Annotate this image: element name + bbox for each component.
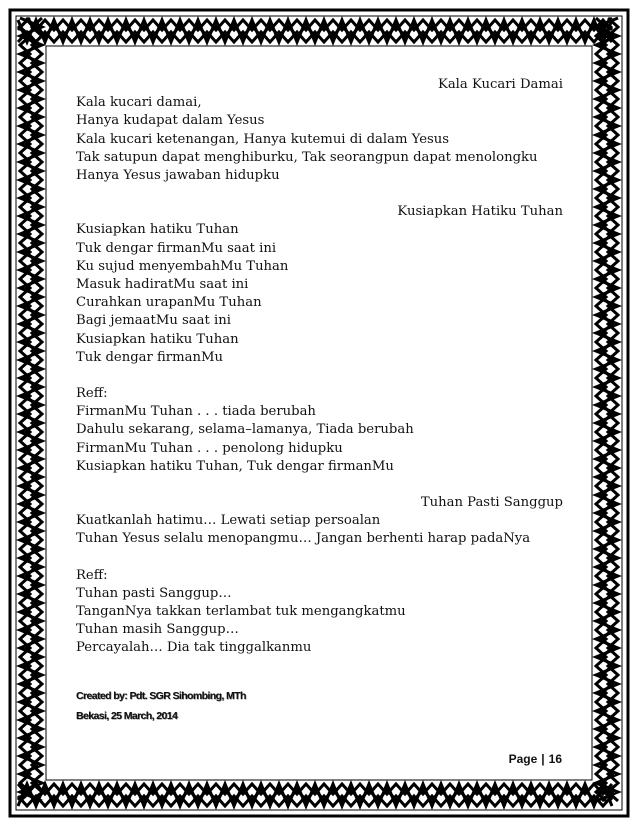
lyric-line: Kusiapkan hatiku Tuhan	[76, 331, 239, 347]
lyric-line: Kala kucari damai,	[76, 95, 202, 111]
page-number: 16	[548, 752, 562, 766]
created-by-text: Created by: Pdt. SGR Sihombing, MTh	[76, 690, 246, 702]
lyric-line: Kusiapkan hatiku Tuhan, Tuk dengar firmanMu	[76, 458, 394, 474]
document-body	[76, 76, 563, 658]
song-title: Kusiapkan Hatiku Tuhan	[397, 204, 563, 220]
page-label: Page	[508, 752, 538, 766]
lyric-line: Ku sujud menyembahMu Tuhan	[76, 258, 289, 274]
lyric-line: Dahulu sekarang, selama–lamanya, Tiada berubah	[76, 422, 414, 438]
reff-label: Reff:	[76, 386, 108, 402]
lyric-line: Kuatkanlah hatimu… Lewati setiap persoalan	[76, 513, 381, 529]
reff-label: Reff:	[76, 567, 108, 583]
lyric-line: TanganNya takkan terlambat tuk mengangkatmu	[76, 604, 406, 620]
song-refrain	[76, 403, 563, 476]
lyric-line: Kusiapkan hatiku Tuhan	[76, 222, 239, 238]
lyric-line: Bagi jemaatMu saat ini	[76, 313, 231, 329]
credits-block	[76, 686, 246, 726]
song-title: Tuhan Pasti Sanggup	[420, 495, 563, 511]
lyric-line: Tuhan Yesus selalu menopangmu… Jangan berhenti harap padaNya	[76, 531, 531, 547]
song-title: Kala Kucari Damai	[437, 77, 563, 92]
place-date-text: Bekasi, 25 March, 2014	[76, 710, 178, 722]
lyric-line: Tuk dengar firmanMu saat ini	[76, 240, 277, 256]
song-lyrics	[76, 512, 563, 548]
lyric-line: Tuk dengar firmanMu	[76, 349, 223, 365]
lyric-line: FirmanMu Tuhan . . . tiada berubah	[76, 404, 316, 420]
song-lyrics	[76, 221, 563, 367]
lyric-line: Tuhan pasti Sanggup…	[76, 585, 232, 601]
lyric-line: Hanya Yesus jawaban hidupku	[76, 168, 280, 184]
lyric-line: FirmanMu Tuhan . . . penolong hidupku	[76, 440, 343, 456]
lyric-line: Kala kucari ketenangan, Hanya kutemui di dalam Yesus	[76, 131, 450, 147]
song-refrain	[76, 585, 563, 658]
page-footer	[509, 752, 562, 766]
song-lyrics	[76, 94, 563, 185]
lyric-line: Percayalah… Dia tak tinggalkanmu	[76, 640, 312, 656]
lyric-line: Hanya kudapat dalam Yesus	[76, 113, 265, 129]
lyric-line: Curahkan urapanMu Tuhan	[76, 295, 262, 311]
lyric-line: Tuhan masih Sanggup…	[76, 622, 239, 638]
page-separator: |	[541, 752, 545, 766]
lyric-line: Tak satupun dapat menghiburku, Tak seorangpun dapat menolongku	[76, 149, 538, 165]
lyric-line: Masuk hadiratMu saat ini	[76, 277, 249, 293]
